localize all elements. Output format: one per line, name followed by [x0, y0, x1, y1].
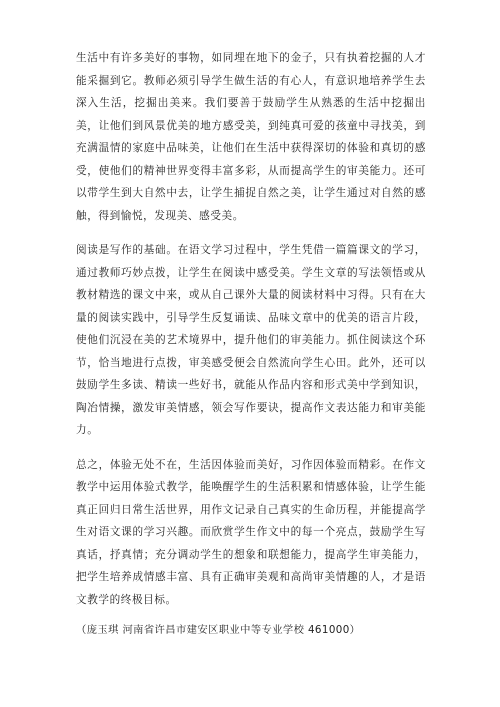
paragraph-conclusion: 总之，体验无处不在，生活因体验而美好，习作因体验而精彩。在作文教学中运用体验式教学，能唤醒学生的生活积累和情感体验，让学生能真正回归日常生活世界，用作文记录自己真实的生命历程，并能提高学生对语文课的学习兴趣。而欣赏学生作文中的每一个亮点，鼓励学生写真话，抒真情；充分调动学生的想象和联想能力，提高学生审美能力，把学生培养成情感丰富、具有正确审美观和高尚审美情趣的人，才是语文教学的终极目标。 — [76, 458, 426, 606]
paragraph-life-beauty: 生活中有许多美好的事物，如同埋在地下的金子，只有执着挖掘的人才能采掘到它。教师必须引导学生做生活的有心人，有意识地培养学生去深入生活，挖掘出美来。我们要善于鼓励学生从熟悉的生活中挖掘出美，让他们到风景优美的地方感受美，到纯真可爱的孩童中寻找美，到充满温情的家庭中品味美，让他们在生活中获得深切的体验和真切的感受，使他们的精神世界变得丰富多彩，从而提高学生的审美能力。还可以带学生到大自然中去，让学生捕捉自然之美，让学生通过对自然的感触，得到愉悦，发现美、感受美。 — [76, 52, 426, 222]
article-body — [76, 47, 426, 639]
paragraph-spacer — [76, 227, 426, 239]
paragraph-spacer — [76, 442, 426, 454]
author-affiliation: （庞玉琪 河南省许昌市建安区职业中等专业学校 461000） — [76, 624, 361, 636]
paragraph-reading: 阅读是写作的基础。在语文学习过程中，学生凭借一篇篇课文的学习，通过教师巧妙点拨，让学生在阅读中感受美。学生文章的写法领悟或从教材精选的课文中来，或从自己课外大量的阅读材料中习得。只有在大量的阅读实践中，引导学生反复诵读、品味文章中的优美的语言片段，使他们沉浸在美的艺术境界中，提升他们的审美能力。抓住阅读这个环节，恰当地进行点拨，审美感受便会自然流向学生心田。此外，还可以鼓励学生多读、精读一些好书，就能从作品内容和形式美中学到知识，陶冶情操，激发审美情感，领会写作要诀，提高作文表达能力和审美能力。 — [76, 244, 426, 436]
